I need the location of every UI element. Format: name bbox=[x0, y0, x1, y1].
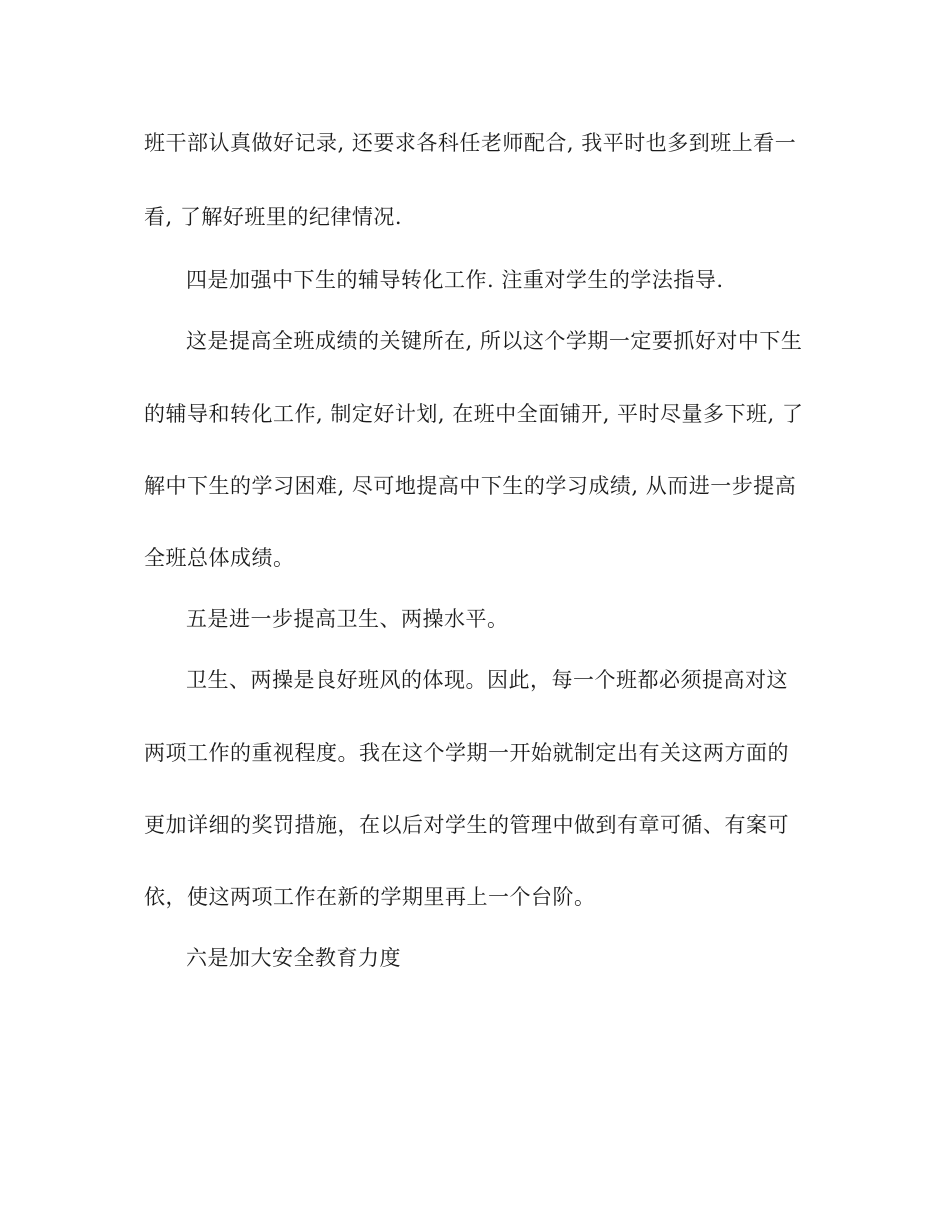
text-line: 两项工作的重视程度。我在这个学期一开始就制定出有关这两方面的 bbox=[144, 741, 789, 765]
text-line: 的辅导和转化工作, 制定好计划, 在班中全面铺开, 平时尽量多下班, 了 bbox=[144, 402, 804, 426]
heading-line: 五是进一步提高卫生、两操水平。 bbox=[186, 607, 509, 631]
text-line: 更加详细的奖罚措施，在以后对学生的管理中做到有章可循、有案可 bbox=[144, 813, 789, 837]
text-line: 全班总体成绩。 bbox=[144, 546, 295, 570]
text-line: 依，使这两项工作在新的学期里再上一个台阶。 bbox=[144, 885, 596, 909]
text-line: 看, 了解好班里的纪律情况. bbox=[144, 205, 403, 229]
heading-line: 六是加大安全教育力度 bbox=[186, 946, 401, 970]
text-line: 这是提高全班成绩的关键所在, 所以这个学期一定要抓好对中下生 bbox=[186, 329, 803, 353]
heading-line: 四是加强中下生的辅导转化工作. 注重对学生的学法指导. bbox=[186, 268, 724, 292]
text-line: 卫生、两操是良好班风的体现。因此，每一个班都必须提高对这 bbox=[186, 668, 788, 692]
text-line: 解中下生的学习困难, 尽可地提高中下生的学习成绩, 从而进一步提高 bbox=[144, 474, 797, 498]
text-line: 班干部认真做好记录, 还要求各科任老师配合, 我平时也多到班上看一 bbox=[144, 131, 797, 155]
